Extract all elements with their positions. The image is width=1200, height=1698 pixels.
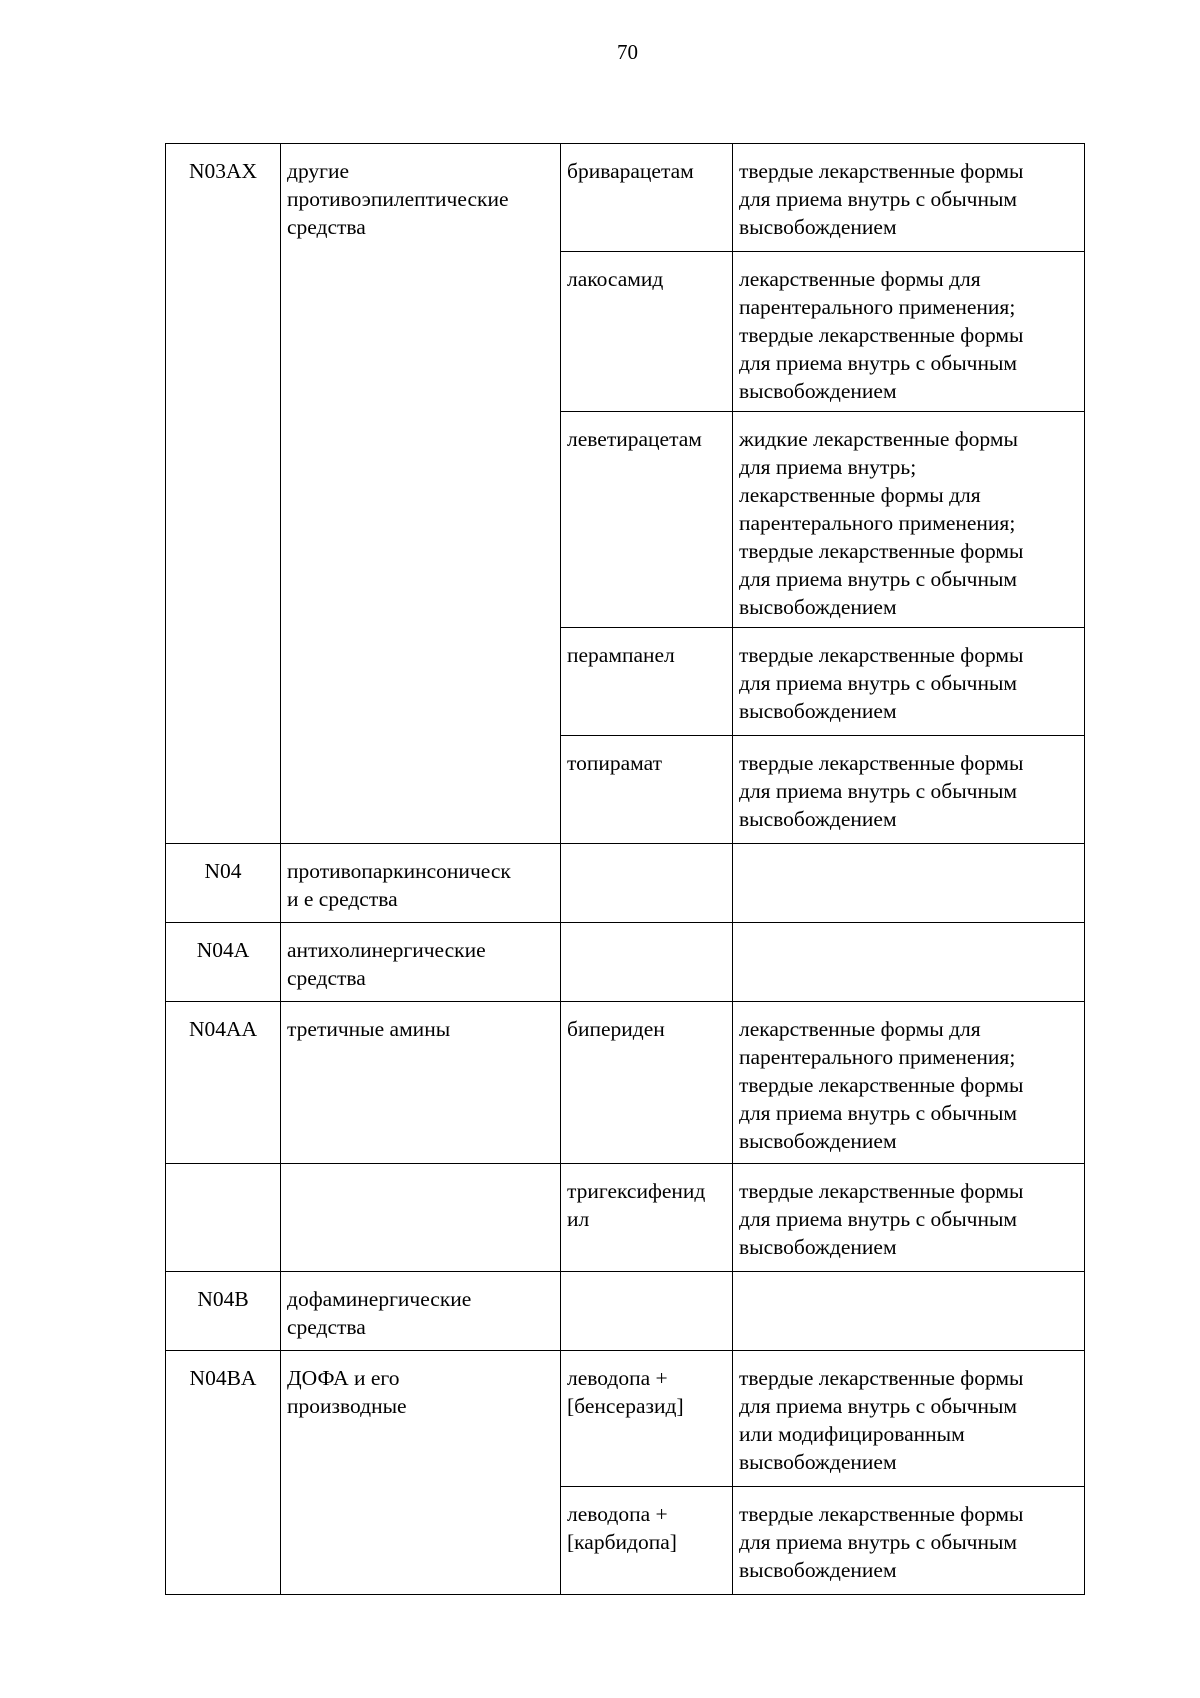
group-name-line: средства xyxy=(287,966,366,990)
atc-code-cell xyxy=(166,844,281,923)
group-name-cell xyxy=(281,1002,561,1164)
dosage-form-line: для приема внутрь с обычным xyxy=(739,1530,1018,1554)
dosage-form-line: парентерального применения; xyxy=(739,295,1016,319)
dosage-form-line: жидкие лекарственные формы xyxy=(739,427,1018,451)
dosage-form-line: твердые лекарственные формы xyxy=(739,1502,1024,1526)
atc-code-cell xyxy=(166,144,281,844)
dosage-form-line: твердые лекарственные формы xyxy=(739,643,1024,667)
drug-name-cell xyxy=(561,628,733,736)
dosage-form-line: высвобождением xyxy=(739,1235,897,1259)
group-name-line: ДОФА и его xyxy=(287,1366,400,1390)
drug-name: тригексифенид xyxy=(567,1179,706,1203)
dosage-form-line: высвобождением xyxy=(739,595,897,619)
dosage-form-line: для приема внутрь с обычным xyxy=(739,1207,1018,1231)
atc-code: N04AA xyxy=(188,1017,258,1041)
drug-name: перампанел xyxy=(567,643,675,667)
group-name-cell xyxy=(281,144,561,844)
dosage-form-line: высвобождением xyxy=(739,1129,897,1153)
group-name-line: другие xyxy=(287,159,350,183)
dosage-form-line: высвобождением xyxy=(739,699,897,723)
drug-name: топирамат xyxy=(567,751,663,775)
atc-code-cell xyxy=(166,923,281,1002)
drug-name-cell xyxy=(561,144,733,252)
group-name-line: противопаркинсоническ xyxy=(287,859,511,883)
drug-name-cell xyxy=(561,412,733,628)
group-name-cell xyxy=(281,844,561,923)
atc-drug-table xyxy=(165,143,1085,1595)
drug-name-cell xyxy=(561,1351,733,1487)
dosage-form-line: для приема внутрь; xyxy=(739,455,917,479)
dosage-form-line: твердые лекарственные формы xyxy=(739,1179,1024,1203)
dosage-form-line: для приема внутрь с обычным xyxy=(739,567,1018,591)
drug-name: бриварацетам xyxy=(567,159,694,183)
dosage-form-line: высвобождением xyxy=(739,1558,897,1582)
group-name-line: противоэпилептические xyxy=(287,187,509,211)
dosage-forms-cell xyxy=(733,144,1085,252)
atc-code-cell xyxy=(166,1351,281,1595)
page-number: 70 xyxy=(617,40,638,64)
dosage-forms-cell xyxy=(733,1272,1085,1351)
dosage-form-line: для приема внутрь с обычным xyxy=(739,1101,1018,1125)
drug-name: [бенсеразид] xyxy=(567,1394,684,1418)
table-row xyxy=(166,1002,1085,1164)
drug-name: бипериден xyxy=(567,1017,665,1041)
drug-name: леводопа + xyxy=(567,1502,668,1526)
table-row xyxy=(166,923,1085,1002)
atc-code: N04B xyxy=(197,1287,249,1311)
dosage-form-line: твердые лекарственные формы xyxy=(739,751,1024,775)
dosage-forms-cell xyxy=(733,412,1085,628)
table-row xyxy=(166,1351,1085,1487)
table-row xyxy=(166,844,1085,923)
dosage-form-line: для приема внутрь с обычным xyxy=(739,671,1018,695)
drug-name: [карбидопа] xyxy=(567,1530,677,1554)
group-name-cell xyxy=(281,1351,561,1595)
group-name-cell xyxy=(281,1272,561,1351)
dosage-form-line: или модифицированным xyxy=(739,1422,965,1446)
dosage-forms-cell xyxy=(733,844,1085,923)
drug-name-cell xyxy=(561,1164,733,1272)
atc-code: N04 xyxy=(204,859,242,883)
drug-name: лакосамид xyxy=(567,267,664,291)
drug-name: леветирацетам xyxy=(567,427,702,451)
drug-name-cell xyxy=(561,1272,733,1351)
dosage-form-line: лекарственные формы для xyxy=(739,483,981,507)
dosage-form-line: парентерального применения; xyxy=(739,1045,1016,1069)
dosage-forms-cell xyxy=(733,1351,1085,1487)
table-row xyxy=(166,1164,1085,1272)
dosage-form-line: твердые лекарственные формы xyxy=(739,159,1024,183)
group-name-cell xyxy=(281,1164,561,1272)
dosage-form-line: для приема внутрь с обычным xyxy=(739,187,1018,211)
drug-name-cell xyxy=(561,1002,733,1164)
dosage-form-line: высвобождением xyxy=(739,1450,897,1474)
drug-name: ил xyxy=(567,1207,590,1231)
drug-name-cell xyxy=(561,252,733,412)
group-name-line: антихолинергические xyxy=(287,938,486,962)
dosage-form-line: высвобождением xyxy=(739,807,897,831)
atc-code-cell xyxy=(166,1272,281,1351)
table-row xyxy=(166,144,1085,252)
dosage-forms-cell xyxy=(733,736,1085,844)
drug-name-cell xyxy=(561,923,733,1002)
dosage-form-line: высвобождением xyxy=(739,379,897,403)
dosage-forms-cell xyxy=(733,628,1085,736)
dosage-form-line: лекарственные формы для xyxy=(739,1017,981,1041)
drug-name: леводопа + xyxy=(567,1366,668,1390)
group-name-line: и е средства xyxy=(287,887,398,911)
atc-code: N04A xyxy=(196,938,250,962)
dosage-forms-cell xyxy=(733,1164,1085,1272)
group-name-line: средства xyxy=(287,215,366,239)
dosage-form-line: высвобождением xyxy=(739,215,897,239)
drug-name-cell xyxy=(561,844,733,923)
dosage-form-line: твердые лекарственные формы xyxy=(739,1073,1024,1097)
dosage-forms-cell xyxy=(733,923,1085,1002)
dosage-form-line: твердые лекарственные формы xyxy=(739,539,1024,563)
dosage-forms-cell xyxy=(733,1002,1085,1164)
group-name-cell xyxy=(281,923,561,1002)
dosage-forms-cell xyxy=(733,252,1085,412)
dosage-form-line: для приема внутрь с обычным xyxy=(739,779,1018,803)
drug-name-cell xyxy=(561,1487,733,1595)
group-name-line: дофаминергические xyxy=(287,1287,472,1311)
atc-code: N04BA xyxy=(189,1366,257,1390)
dosage-form-line: парентерального применения; xyxy=(739,511,1016,535)
atc-code: N03AX xyxy=(188,159,258,183)
dosage-form-line: для приема внутрь с обычным xyxy=(739,1394,1018,1418)
group-name-line: средства xyxy=(287,1315,366,1339)
dosage-form-line: твердые лекарственные формы xyxy=(739,1366,1024,1390)
dosage-form-line: для приема внутрь с обычным xyxy=(739,351,1018,375)
atc-code-cell xyxy=(166,1164,281,1272)
atc-code-cell xyxy=(166,1002,281,1164)
group-name-line: производные xyxy=(287,1394,407,1418)
drug-name-cell xyxy=(561,736,733,844)
group-name-line: третичные амины xyxy=(287,1017,451,1041)
dosage-forms-cell xyxy=(733,1487,1085,1595)
table-row xyxy=(166,1272,1085,1351)
dosage-form-line: твердые лекарственные формы xyxy=(739,323,1024,347)
dosage-form-line: лекарственные формы для xyxy=(739,267,981,291)
